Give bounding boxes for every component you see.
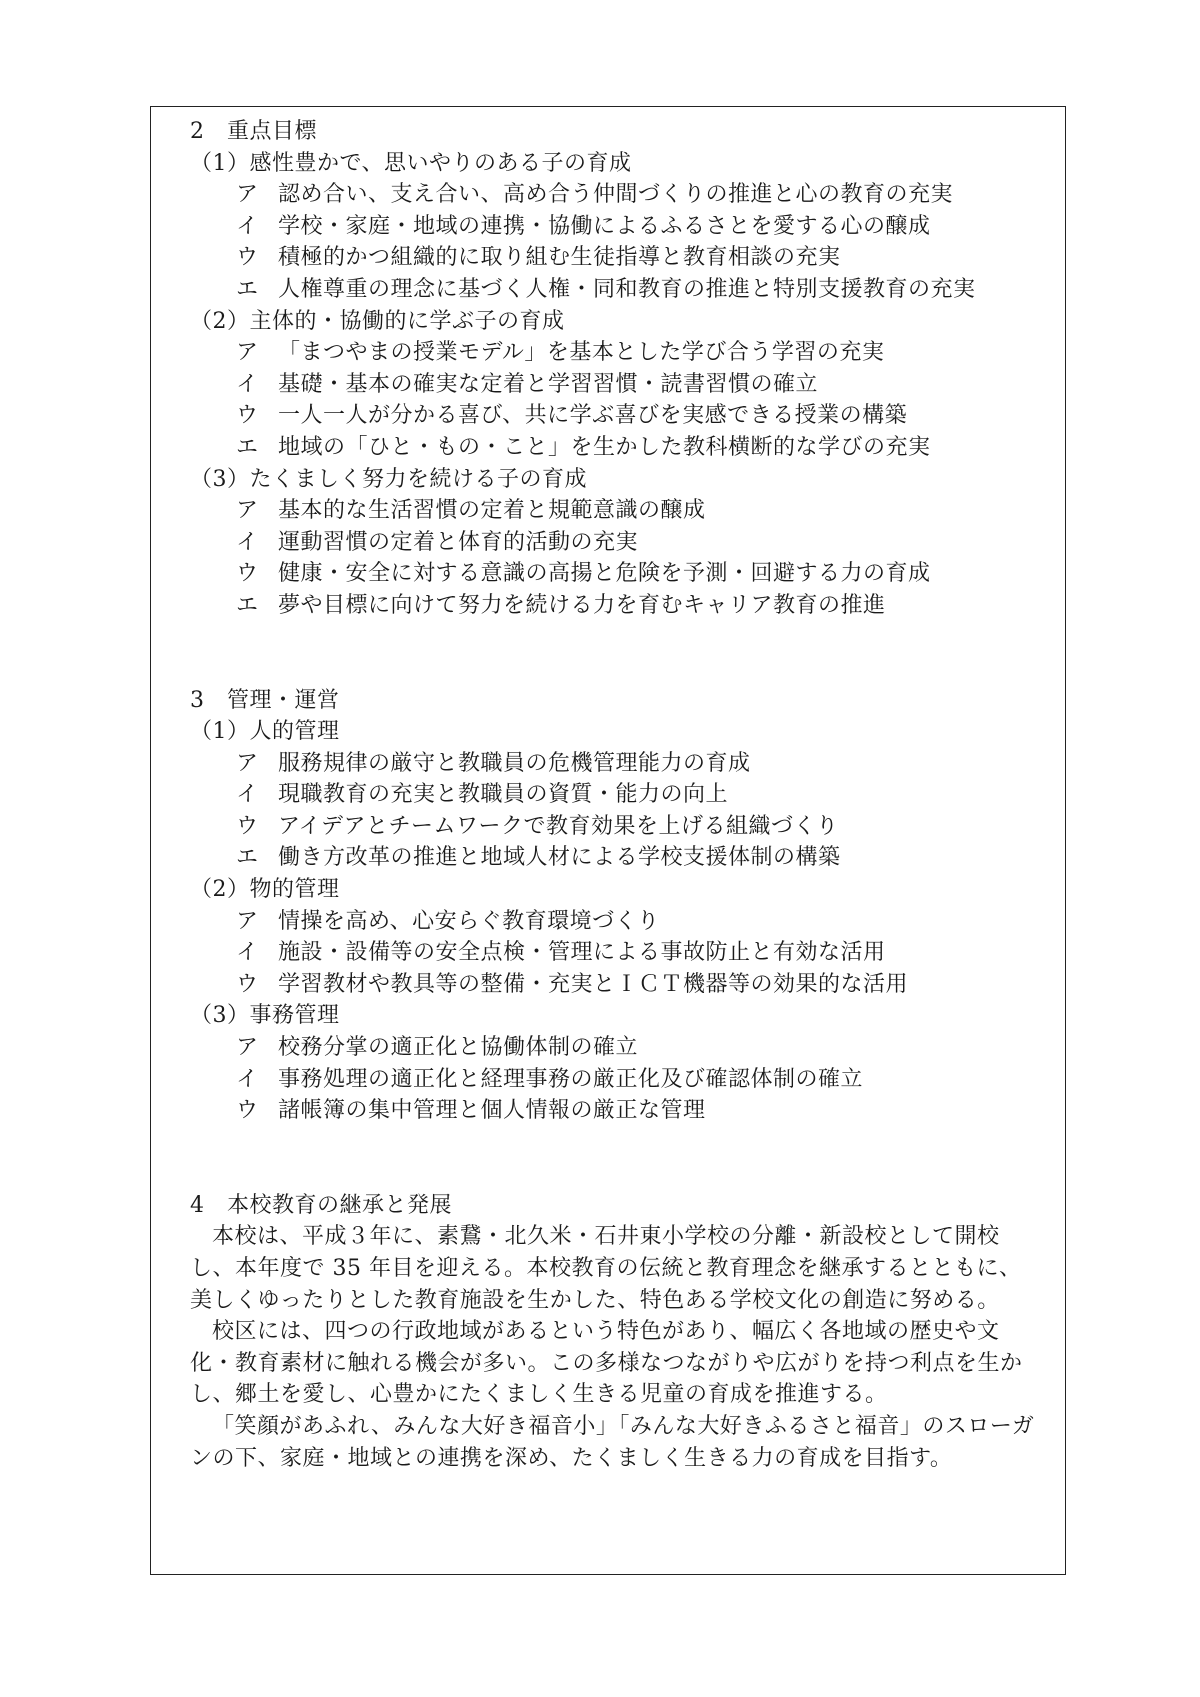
item-text: 運動習慣の定着と体育的活動の充実: [278, 529, 639, 555]
item-mark: イ: [236, 940, 259, 966]
item-mark: イ: [236, 213, 259, 239]
list-item: [190, 179, 1040, 211]
item-text: 基本的な生活習慣の定着と規範意識の醸成: [278, 498, 706, 524]
item-mark: エ: [236, 592, 259, 618]
item-mark: ア: [236, 182, 259, 208]
list-item: [190, 937, 1040, 969]
document-body: [190, 116, 1040, 1474]
item-text: アイデアとチームワークで教育効果を上げる組織づくり: [278, 813, 839, 839]
list-item: [190, 211, 1040, 243]
list-item: [190, 969, 1040, 1001]
item-text: 服務規律の厳守と教職員の危機管理能力の育成: [278, 750, 751, 776]
item-text: 働き方改革の推進と地域人材による学校支援体制の構築: [278, 845, 841, 871]
section-2-group-1-heading: （1）感性豊かで、思いやりのある子の育成: [190, 150, 632, 176]
section-4-paragraph-3: 「笑顔があふれ、みんな大好き福音小」「みんな大好きふるさと福音」のスローガンの下、家庭・地域との連携を深め、たくましく生きる力の育成を目指す。: [190, 1413, 1035, 1471]
item-text: 諸帳簿の集中管理と個人情報の厳正な管理: [278, 1098, 706, 1124]
list-item: [190, 337, 1040, 369]
list-item: [190, 242, 1040, 274]
item-mark: ウ: [236, 813, 259, 839]
list-item: [190, 1032, 1040, 1064]
list-item: [190, 369, 1040, 401]
list-item: [190, 1064, 1040, 1096]
item-mark: イ: [236, 529, 259, 555]
item-text: 夢や目標に向けて努力を続ける力を育むキャリア教育の推進: [278, 592, 886, 618]
item-text: 一人一人が分かる喜び、共に学ぶ喜びを実感できる授業の構築: [278, 403, 908, 429]
item-text: 施設・設備等の安全点検・管理による事故防止と有効な活用: [278, 940, 886, 966]
item-text: 認め合い、支え合い、高め合う仲間づくりの推進と心の教育の充実: [278, 182, 954, 208]
section-2-group-2-heading: （2）主体的・協働的に学ぶ子の育成: [190, 308, 565, 334]
item-mark: ア: [236, 498, 259, 524]
section-4-paragraph-2: 校区には、四つの行政地域があるという特色があり、幅広く各地域の歴史や文化・教育素材に触れる機会が多い。この多様なつながりや広がりを持つ利点を生かし、郷土を愛し、心豊かにたくましく生きる児童の育成を推進する。: [190, 1319, 1023, 1408]
item-mark: エ: [236, 845, 259, 871]
list-item: [190, 748, 1040, 780]
item-text: 事務処理の適正化と経理事務の厳正化及び確認体制の確立: [278, 1066, 864, 1092]
item-mark: ウ: [236, 1098, 259, 1124]
section-3-group-2-heading: （2）物的管理: [190, 877, 340, 903]
item-mark: イ: [236, 371, 259, 397]
item-mark: イ: [236, 782, 259, 808]
item-mark: ウ: [236, 971, 259, 997]
item-text: 情操を高め、心安らぐ教育環境づくり: [278, 908, 660, 934]
item-mark: イ: [236, 1066, 259, 1092]
item-text: 地域の「ひと・もの・こと」を生かした教科横断的な学びの充実: [278, 434, 931, 460]
section-4-title: 4 本校教育の継承と発展: [190, 1192, 452, 1218]
item-text: 学校・家庭・地域の連携・協働によるふるさとを愛する心の醸成: [278, 213, 931, 239]
section-spacer: [190, 1127, 1040, 1190]
section-2-group-3-heading: （3）たくましく努力を続ける子の育成: [190, 466, 587, 492]
item-mark: ア: [236, 908, 259, 934]
list-item: [190, 590, 1040, 622]
item-mark: ウ: [236, 403, 259, 429]
list-item: [190, 1095, 1040, 1127]
list-item: [190, 842, 1040, 874]
item-text: 人権尊重の理念に基づく人権・同和教育の推進と特別支援教育の充実: [278, 276, 976, 302]
list-item: [190, 495, 1040, 527]
section-3-group-3-heading: （3）事務管理: [190, 1003, 340, 1029]
section-4-paragraph-1: 本校は、平成３年に、素鵞・北久米・石井東小学校の分離・新設校として開校し、本年度で 35 年目を迎える。本校教育の伝統と教育理念を継承するとともに、美しくゆったりとした教育施設を生かした、特色ある学校文化の創造に努める。: [190, 1224, 1022, 1313]
item-text: 基礎・基本の確実な定着と学習習慣・読書習慣の確立: [278, 371, 819, 397]
item-text: 現職教育の充実と教職員の資質・能力の向上: [278, 782, 729, 808]
item-mark: エ: [236, 434, 259, 460]
section-spacer: [190, 622, 1040, 685]
list-item: [190, 779, 1040, 811]
section-3-title: 3 管理・運営: [190, 687, 340, 713]
list-item: [190, 400, 1040, 432]
item-text: 健康・安全に対する意識の高揚と危険を予測・回避する力の育成: [278, 561, 931, 587]
list-item: [190, 432, 1040, 464]
item-text: 積極的かつ組織的に取り組む生徒指導と教育相談の充実: [278, 245, 841, 271]
item-text: 「まつやまの授業モデル」を基本とした学び合う学習の充実: [278, 340, 885, 366]
section-2-title: 2 重点目標: [190, 119, 317, 144]
list-item: [190, 527, 1040, 559]
list-item: [190, 906, 1040, 938]
item-mark: ア: [236, 340, 259, 366]
section-3-group-1-heading: （1）人的管理: [190, 719, 340, 745]
item-mark: ウ: [236, 561, 259, 587]
list-item: [190, 811, 1040, 843]
item-text: 学習教材や教具等の整備・充実とＩＣＴ機器等の効果的な活用: [278, 971, 909, 997]
item-mark: ウ: [236, 245, 259, 271]
list-item: [190, 274, 1040, 306]
item-mark: エ: [236, 276, 259, 302]
item-mark: ア: [236, 1035, 259, 1061]
item-mark: ア: [236, 750, 259, 776]
item-text: 校務分掌の適正化と協働体制の確立: [278, 1035, 639, 1061]
list-item: [190, 558, 1040, 590]
